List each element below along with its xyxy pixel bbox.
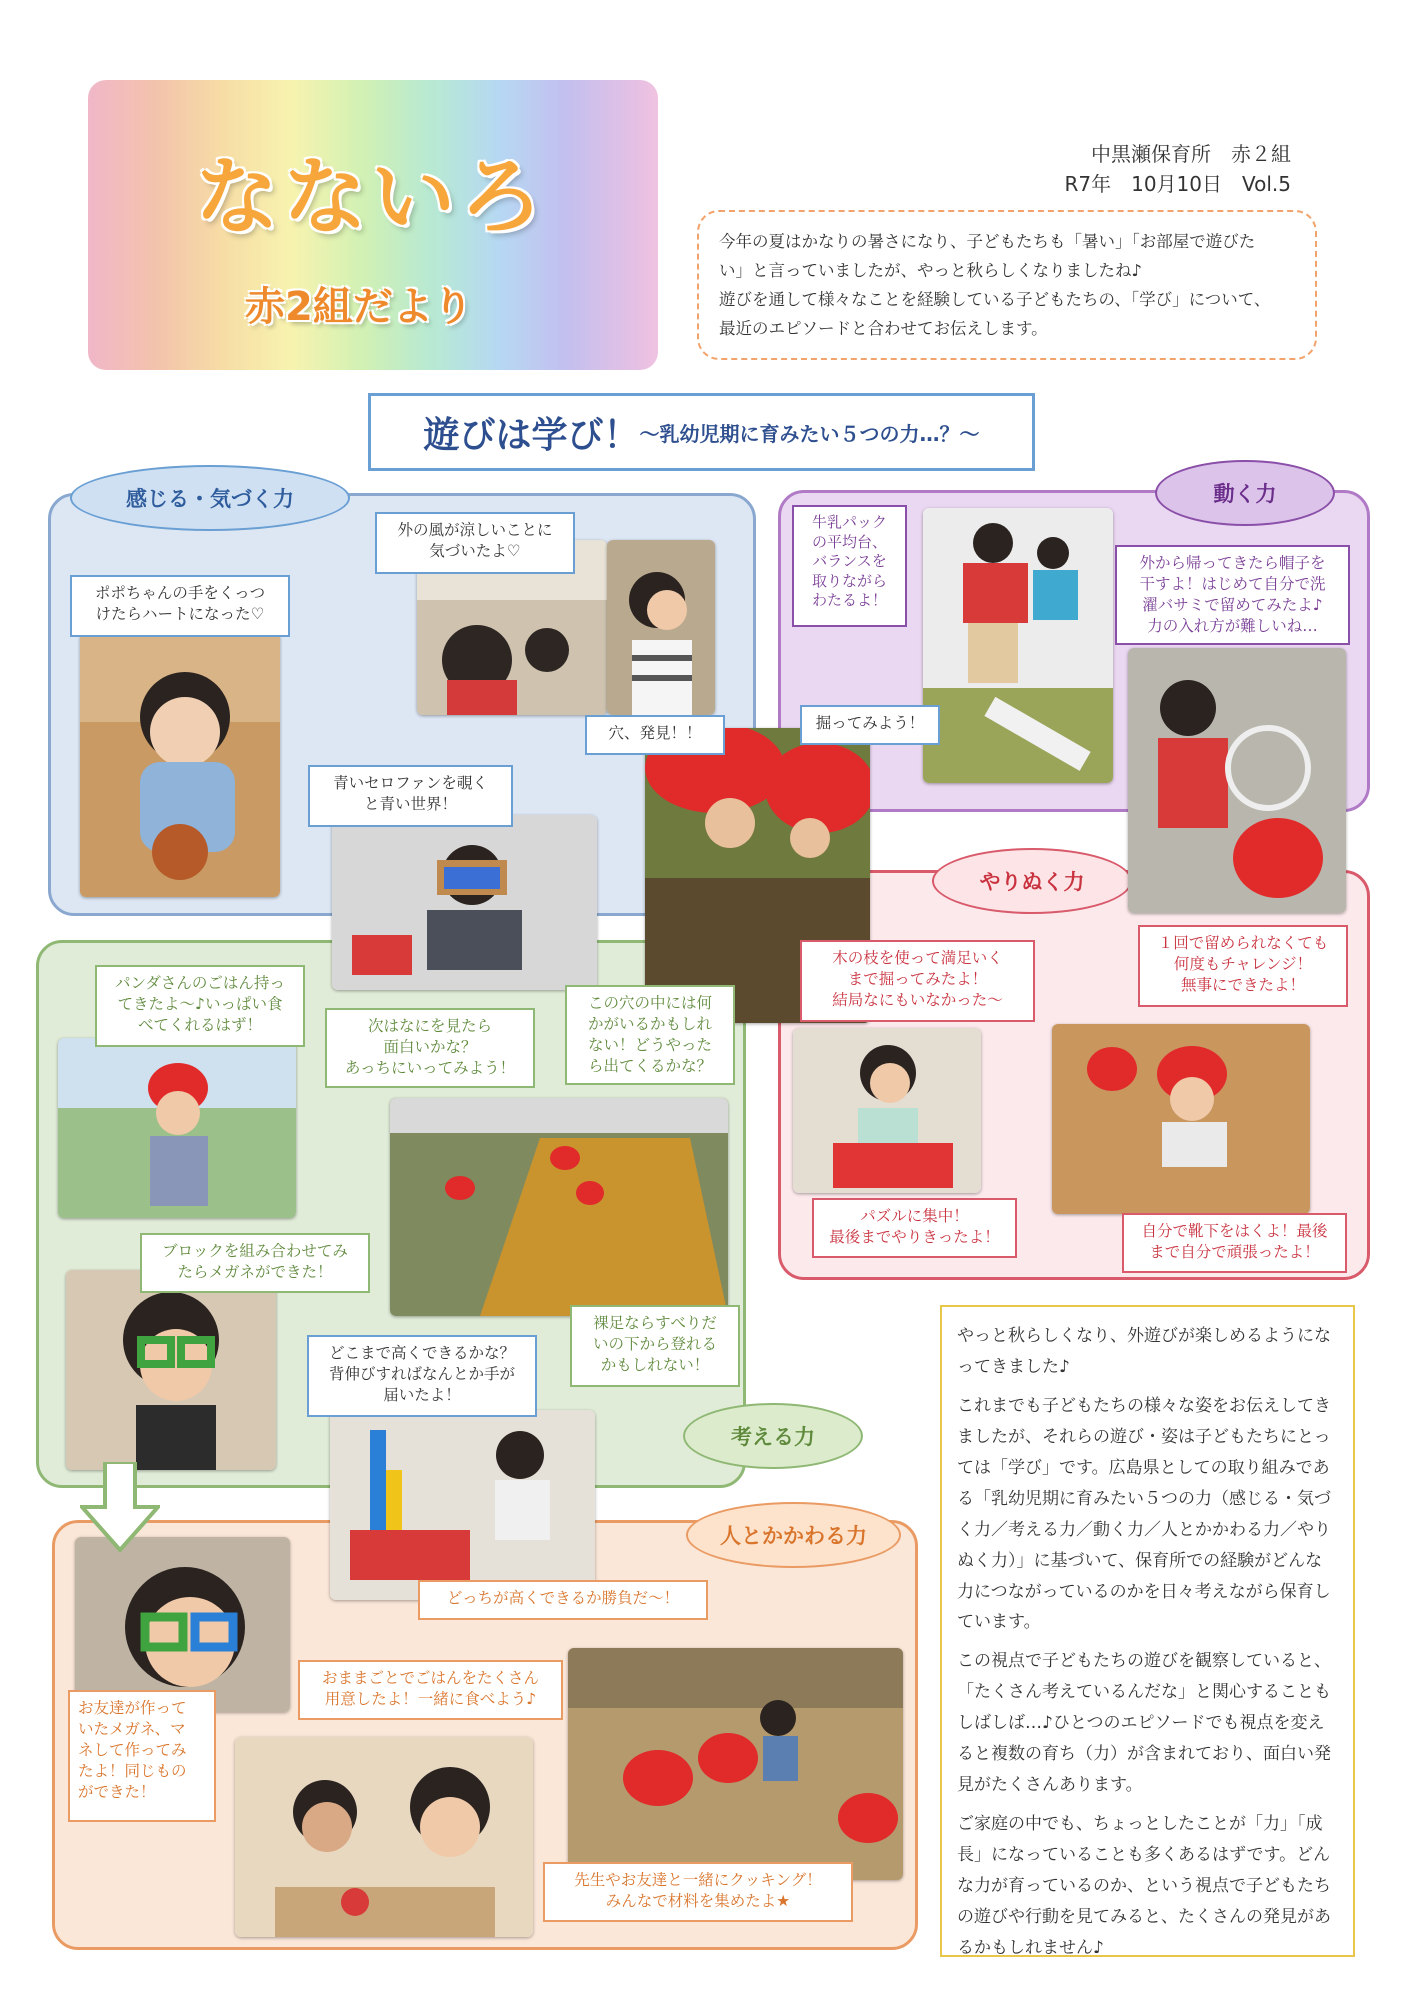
bubble-cooking: 先生やお友達と一緒にクッキング！ みんなで材料を集めたよ★ [543,1862,853,1922]
photo-slide-climb [390,1098,728,1316]
photo-cellophane [332,815,597,990]
essay-paragraph: やっと秋らしくなり、外遊びが楽しめるようになってきました♪ [957,1326,1331,1377]
photo-pretend-cooking [235,1737,533,1937]
intro-line: 最近のエピソードと合わせてお伝えします。 [719,318,1048,338]
label-hito: 人とかかわる力 [686,1502,901,1568]
intro-line: 今年の夏はかなりの暑さになり、子どもたちも「暑い」「お部屋で遊びた [719,232,1256,251]
photo-block-tower [330,1410,595,1600]
essay-paragraph: この視点で子どもたちの遊びを観察していると、「たくさん考えているんだな」と関心することもしばしば…♪ひとつのエピソードでも視点を変えると複数の育ち（力）が含まれており、面白い発見がたくさんあります。 [957,1651,1331,1796]
newsletter-subtitle: 赤2組だより [245,284,473,330]
banner-main: 遊びは学び！ [423,414,640,456]
bubble-takaku: どこまで高くできるかな？ 背伸びすればなんとか手が 届いたよ！ [307,1335,537,1417]
bubble-popo: ポポちゃんの手をくっつ けたらハートになった♡ [70,575,290,637]
arrow-down-icon [80,1462,160,1552]
bubble-mamagoto: おままごとでごはんをたくさん 用意したよ！一緒に食べよう♪ [298,1660,563,1720]
photo-girl-doll [80,632,280,897]
label-ugoku: 動く力 [1155,460,1335,526]
photo-block-glasses [66,1270,276,1470]
photo-hanging-hats [1128,648,1346,913]
photo-friend-glasses [75,1537,290,1712]
bubble-panda: パンダさんのごはん持っ てきたよ～♪いっぱい食 べてくれるはず！ [95,965,305,1047]
bubble-horu: 掘ってみよう！ [800,705,940,745]
bubble-gyunyu: 牛乳パック の平均台、 バランスを 取りながら わたるよ！ [792,505,907,627]
bubble-kaze: 外の風が涼しいことに 気づいたよ♡ [375,512,575,574]
bubble-megane: お友達が作って いたメガネ、マ ネして作ってみ たよ！同じもの ができた！ [68,1690,216,1822]
intro-line: い」と言っていましたが、やっと秋らしくなりましたね♪ [719,260,1143,280]
bubble-tsugi: 次はなにを見たら 面白いかな？ あっちにいってみよう！ [325,1008,535,1088]
label-kangaeru: 考える力 [683,1403,863,1469]
photo-outdoor-cooking [568,1648,903,1880]
bubble-ikkai: １回で留められなくても 何度もチャレンジ！ 無事にできたよ！ [1138,925,1348,1007]
bubble-konoana: この穴の中には何 かがいるかもしれ ない！どうやった ら出てくるかな？ [565,985,735,1085]
newsletter-title: なないろ [195,148,548,246]
issue-date-line: R7年 10月10日 Vol.5 [1064,172,1291,196]
bubble-eda: 木の枝を使って満足いく まで掘ってみたよ！ 結局なにもいなかった～ [800,940,1035,1022]
photo-boy-window [607,540,715,715]
intro-box [697,210,1317,360]
bubble-hadashi: 裸足ならすべりだ いの下から登れる かもしれない！ [570,1305,740,1387]
photo-puzzle [793,1028,981,1193]
photo-balance-beam [923,508,1113,783]
bubble-kutsushita: 自分で靴下をはくよ！最後 まで自分で頑張ったよ！ [1122,1213,1347,1273]
photo-panda-food [58,1038,296,1218]
bubble-ana: 穴、発見！！ [585,715,725,755]
intro-line: 遊びを通して様々なことを経験している子どもたちの、「学び」について、 [719,289,1271,309]
essay-box [940,1305,1355,1957]
label-yarinuku: やりぬく力 [932,848,1132,914]
photo-socks [1052,1024,1310,1214]
bubble-block: ブロックを組み合わせてみ たらメガネができた！ [140,1233,370,1293]
bubble-serofan: 青いセロファンを覗く と青い世界！ [308,765,513,827]
essay-paragraph: ご家庭の中でも、ちょっとしたことが「力」「成長」になっていることも多くあるはずです。どんな力が育っているのか、という視点で子どもたちの遊びや行動を見てみると、たくさんの発見があるかもしれません♪ [957,1814,1331,1958]
theme-banner [368,393,1035,471]
essay-paragraph: これまでも子どもたちの様々な姿をお伝えしてきましたが、それらの遊び・姿は子どもたちにとっては「学び」です。広島県としての取り組みである「乳幼児期に育みたい５つの力（感じる・気づく力／考える力／動く力／人とかかわる力／やりぬく力）」に基づいて、保育所での経験がどんな力につながっているのかを日々考えながら保育しています。 [957,1395,1331,1633]
school-class-line: 中黒瀬保育所 赤２組 [1091,142,1291,166]
bubble-puzzle: パズルに集中！ 最後までやりきったよ！ [812,1198,1017,1258]
label-kanjiru: 感じる・気づく力 [70,465,350,531]
banner-sub: ～乳幼児期に育みたい５つの力…？～ [639,421,980,446]
bubble-shobu: どっちが高くできるか勝負だ～！ [418,1580,708,1620]
bubble-boushi: 外から帰ってきたら帽子を 干すよ！はじめて自分で洗 濯バサミで留めてみたよ♪ 力の入れ方が難しいね… [1115,545,1350,645]
